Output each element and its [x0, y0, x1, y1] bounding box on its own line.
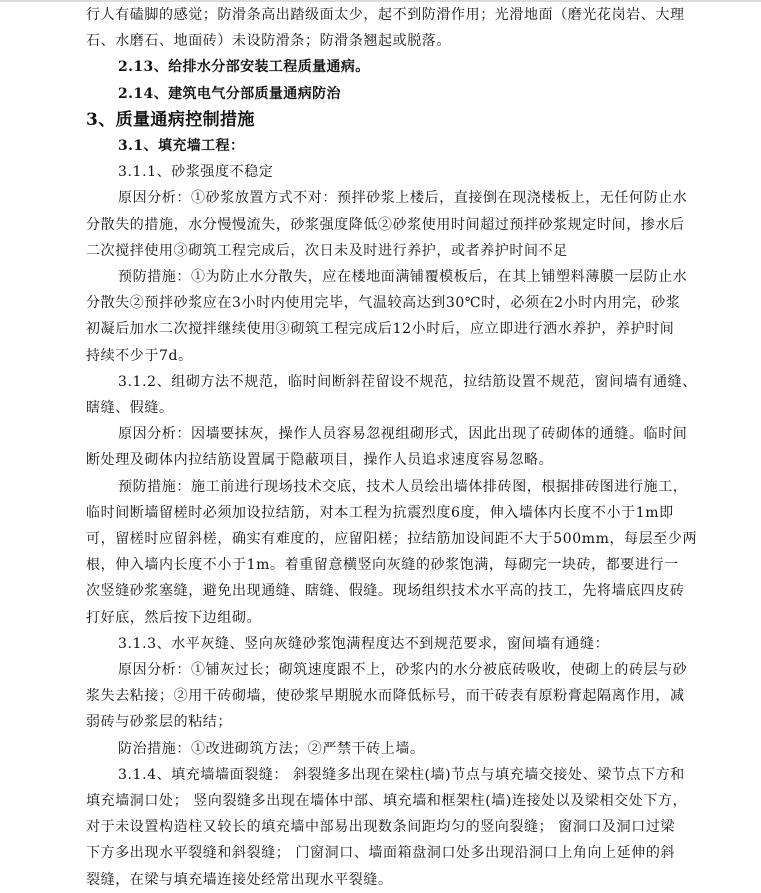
- text-line: 对于未设置构造柱又较长的填充墙中部易出现数条间距均匀的竖向裂缝； 窗洞口及洞口过梁: [86, 819, 676, 836]
- text-line: 行人有磕脚的感觉；防滑条高出踏级面太少，起不到防滑作用；光滑地面（磨光花岗岩、大理: [86, 7, 685, 23]
- text-line: 3.1.3、水平灰缝、竖向灰缝砂浆饱满程度达不到规范要求，窗间墙有通缝：: [118, 635, 610, 652]
- text-line: 二次搅拌使用③砌筑工程完成后，次日未及时进行养护，或者养护时间不足: [86, 242, 568, 259]
- text-line: 分散失的措施，水分慢慢流失，砂浆强度降低②砂浆使用时间超过预拌砂浆规定时间，掺水后: [86, 216, 685, 233]
- text-line: 可，留槎时应留斜槎，确实有难度的，应留阳槎；拉结筋加设间距不大于500mm，每层至少两: [86, 531, 698, 547]
- text-line: 持续不少于7d。: [86, 347, 193, 364]
- text-line: 裂缝，在梁与填充墙连接处经常出现水平裂缝。: [86, 871, 393, 888]
- text-line: 预防措施：①为防止水分散失，应在楼地面满铺覆模板后，在其上铺塑料薄膜一层防止水: [118, 269, 688, 285]
- text-line: 原因分析：①铺灰过长；砌筑速度跟不上，砂浆内的水分被底砖吸收，使砌上的砖层与砂: [118, 662, 688, 678]
- text-line: 3.1.2、组砌方法不规范，临时间断斜茬留设不规范，拉结筋设置不规范，窗间墙有通缝、: [118, 373, 697, 390]
- text-line: 弱砖与砂浆层的粘结；: [86, 714, 232, 731]
- text-line: 原因分析：①砂浆放置方式不对：预拌砂浆上楼后，直接倒在现浇楼板上，无任何防止水: [118, 190, 688, 207]
- text-line: 预防措施：施工前进行现场技术交底，技术人员绘出墙体排砖图，根据排砖图进行施工，: [118, 478, 688, 495]
- text-line: 3、质量通病控制措施: [86, 109, 255, 130]
- text-line: 3.1.4、填充墙墙面裂缝： 斜裂缝多出现在梁柱(墙)节点与填充墙交接处、梁节点下方和: [118, 766, 685, 783]
- text-line: 初凝后加水二次搅拌继续使用③砌筑工程完成后12小时后，应立即进行洒水养护，养护时间: [86, 321, 675, 338]
- text-line: 断处理及砌体内拉结筋设置属于隐蔽项目，操作人员追求速度容易忽略。: [86, 452, 554, 469]
- text-line: 下方多出现水平裂缝和斜裂缝； 门窗洞口、墙面箱盘洞口处多出现沿洞口上角向上延伸的斜: [86, 845, 676, 862]
- text-line: 瞎缝、假缝。: [86, 400, 174, 416]
- text-line: 根，伸入墙内长度不小于1m。着重留意横竖向灰缝的砂浆饱满，每砌完一块砖，都要进行一: [86, 557, 679, 574]
- text-line: 打好底，然后按下边组砌。: [86, 609, 262, 626]
- text-line: 原因分析：因墙要抹灰，操作人员容易忽视组砌形式，因此出现了砖砌体的通缝。临时间: [118, 426, 688, 443]
- text-line: 2.14、建筑电气分部质量通病防治: [118, 85, 341, 102]
- text-line: 分散失②预拌砂浆应在3小时内使用完毕，气温较高达到30℃时，必须在2小时内用完，砂浆: [86, 295, 681, 312]
- text-line: 浆失去粘接；②用干砖砌墙，使砂浆早期脱水而降低标号，而干砖表有原粉膏起隔离作用，减: [86, 688, 685, 705]
- text-line: 填充墙洞口处； 竖向裂缝多出现在墙体中部、填充墙和框架柱(墙)连接处以及梁相交处下方，: [86, 793, 688, 809]
- text-line: 防治措施：①改进砌筑方法；②严禁干砖上墙。: [118, 740, 425, 757]
- text-line: 3.1.1、砂浆强度不稳定: [118, 164, 274, 181]
- text-line: 次竖缝砂浆塞缝，避免出现通缝、瞎缝、假缝。现场组织技术水平高的技工，先将墙底四皮砖: [86, 583, 685, 600]
- text-line: 临时间断墙留槎时必须加设拉结筋，对本工程为抗震烈度6度，伸入墙体内长度不小于1m即: [86, 504, 674, 521]
- text-line: 3.1、填充墙工程：: [118, 138, 245, 154]
- text-line: 石、水磨石、地面砖）未设防滑条；防滑条翘起或脱落。: [86, 33, 451, 50]
- text-line: 2.13、给排水分部安装工程质量通病。: [118, 59, 370, 76]
